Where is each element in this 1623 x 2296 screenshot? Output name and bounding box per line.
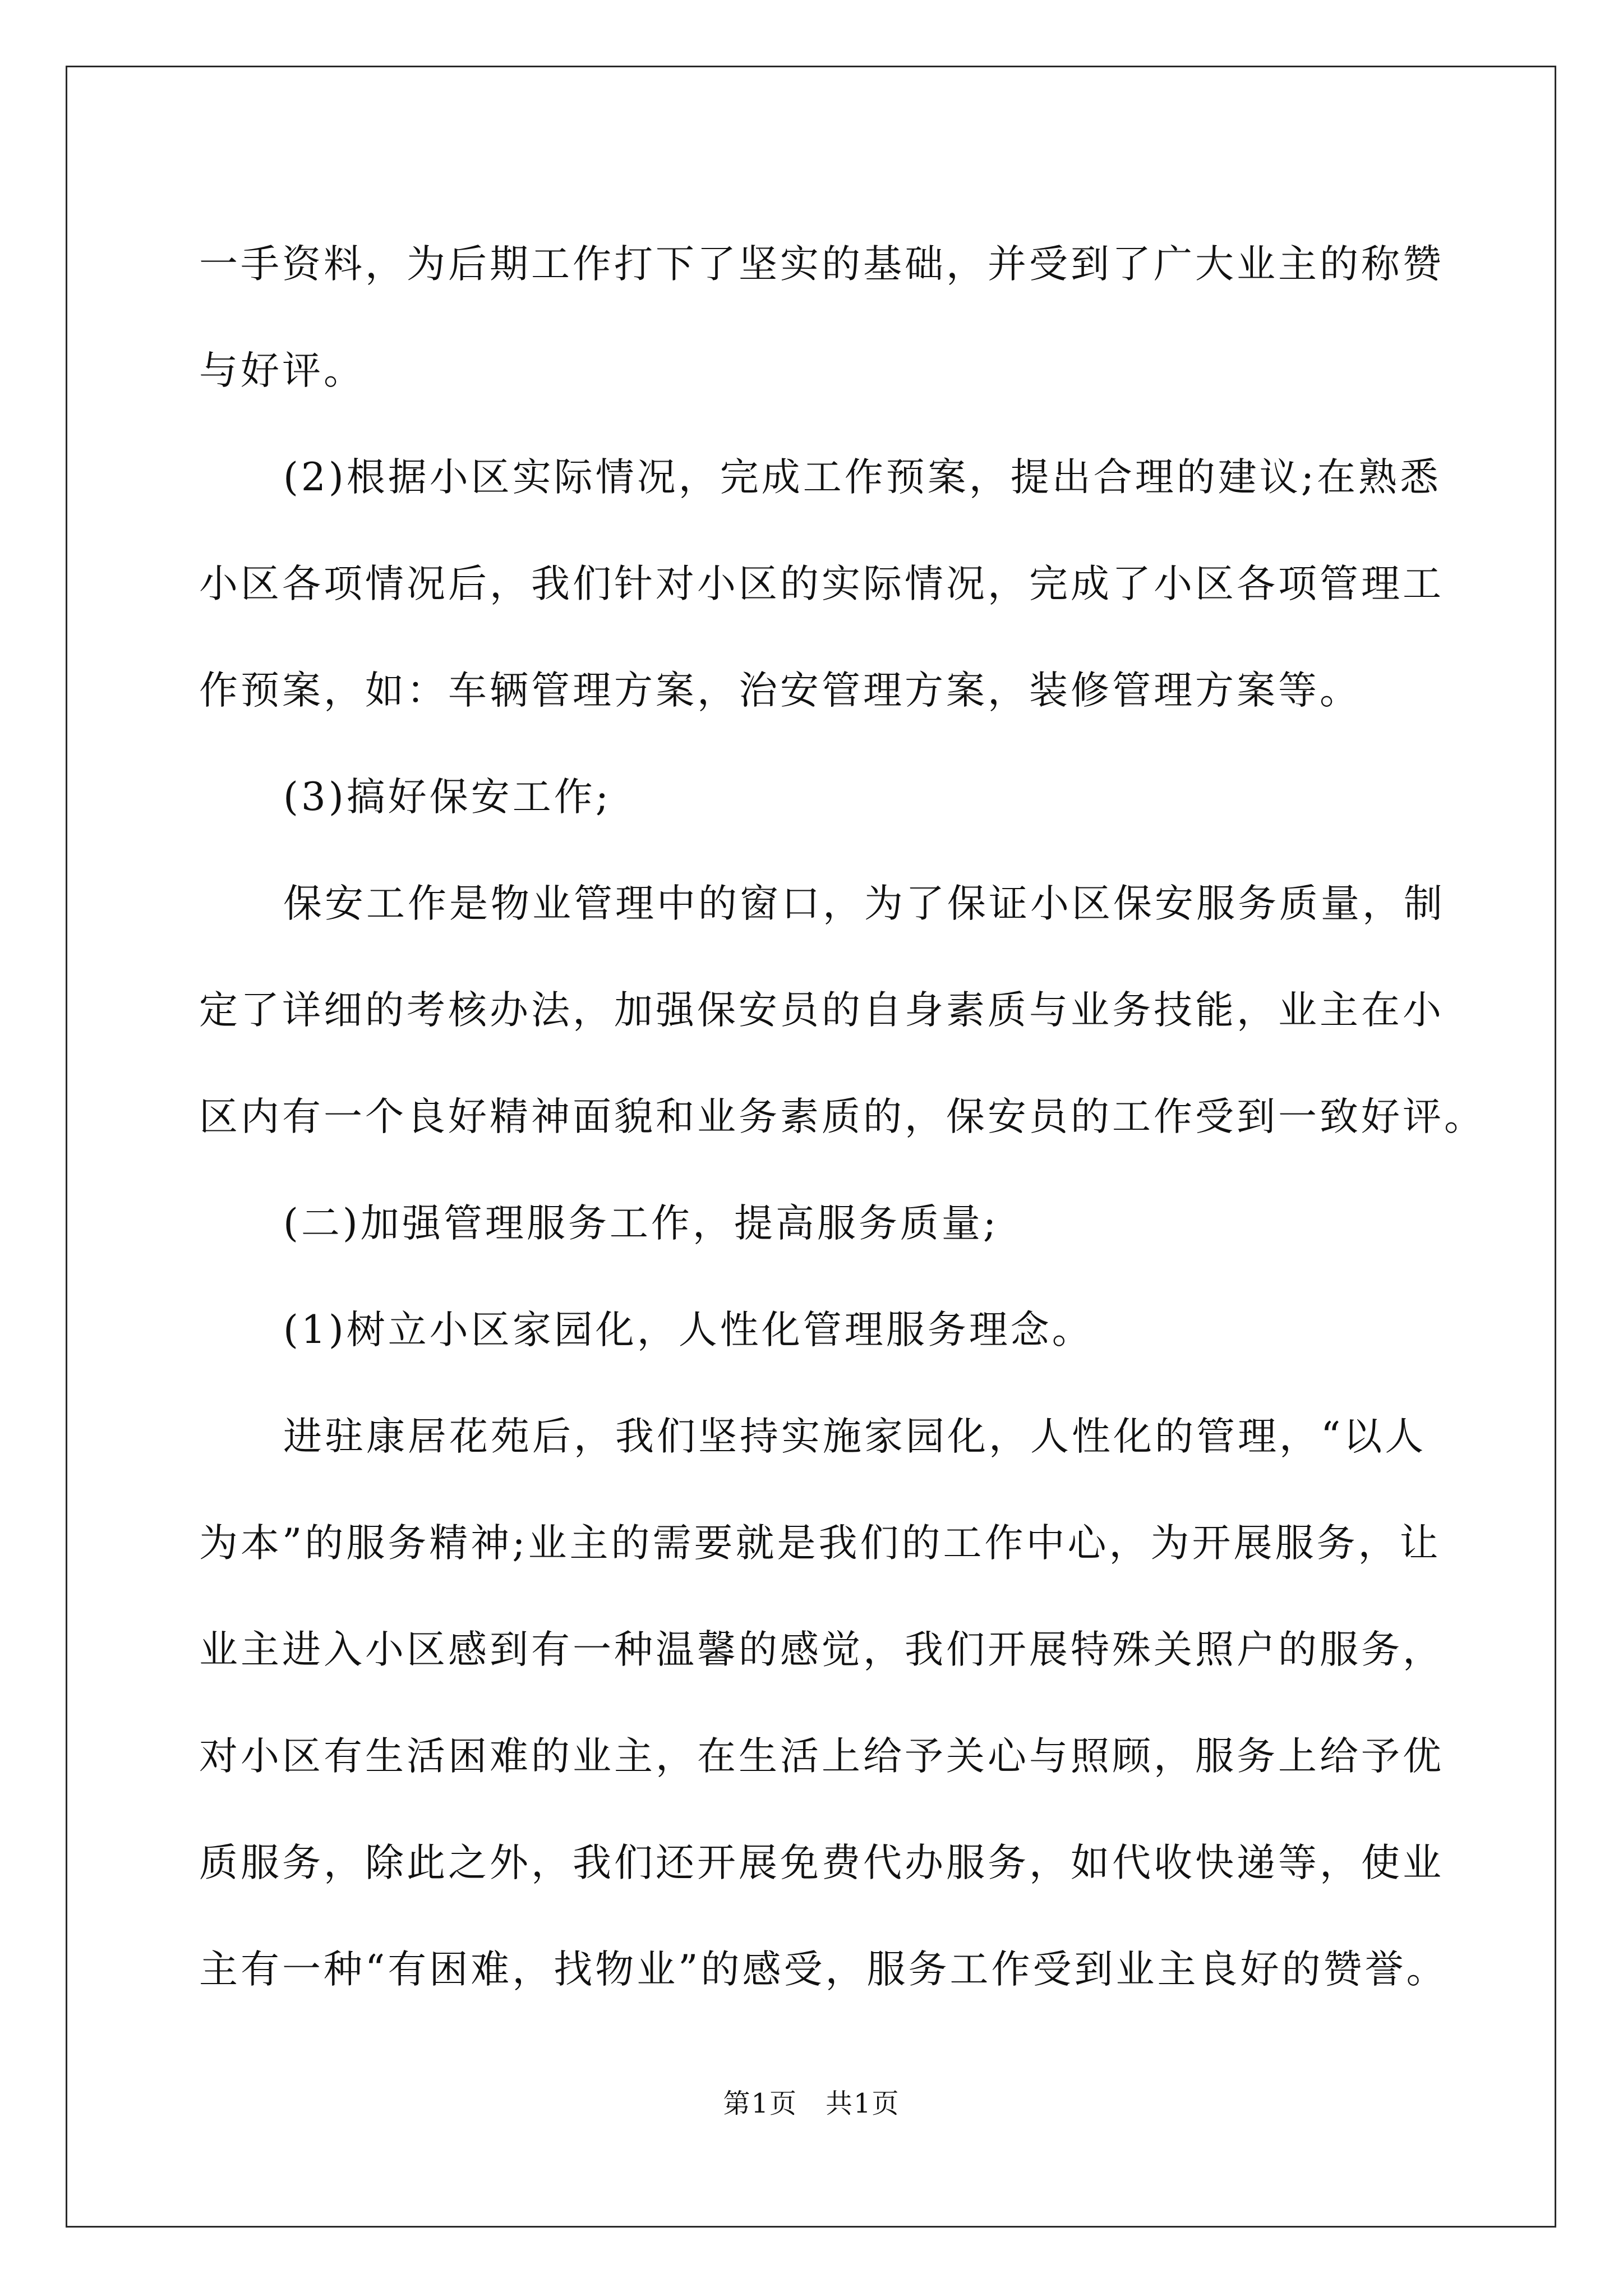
body-line: 小区各项情况后，我们针对小区的实际情况，完成了小区各项管理工 [199, 562, 1444, 606]
body-line: 主有一种“有困难，找物业”的感受，服务工作受到业主良好的赞誉。 [199, 1947, 1448, 1992]
body-line: 质服务，除此之外，我们还开展免费代办服务，如代收快递等，使业 [199, 1841, 1444, 1885]
body-line: 为本”的服务精神;业主的需要就是我们的工作中心，为开展服务，让 [199, 1521, 1441, 1566]
body-line: 进驻康居花苑后，我们坚持实施家园化，人性化的管理，“以人 [283, 1414, 1427, 1459]
page-number-current: 第1页 [723, 2088, 797, 2119]
page-number-total: 共1页 [826, 2088, 900, 2119]
document-body [199, 211, 1486, 2023]
body-line: (3)搞好保安工作; [283, 775, 611, 820]
body-line: 定了详细的考核办法，加强保安员的自身素质与业务技能，业主在小 [199, 988, 1444, 1033]
body-line: 保安工作是物业管理中的窗口，为了保证小区保安服务质量，制 [283, 881, 1445, 926]
body-line: 与好评。 [199, 348, 365, 393]
body-line: 业主进入小区感到有一种温馨的感觉，我们开展特殊关照户的服务， [199, 1627, 1444, 1672]
body-line: 作预案，如：车辆管理方案，治安管理方案，装修管理方案等。 [199, 668, 1361, 713]
page-footer [0, 2087, 1623, 2120]
body-line: 一手资料，为后期工作打下了坚实的基础，并受到了广大业主的称赞 [199, 242, 1444, 287]
body-line: (2)根据小区实际情况，完成工作预案，提出合理的建议;在熟悉 [283, 455, 1441, 500]
body-line: 对小区有生活困难的业主，在生活上给予关心与照顾，服务上给予优 [199, 1734, 1444, 1779]
body-line: 区内有一个良好精神面貌和业务素质的，保安员的工作受到一致好评。 [199, 1094, 1486, 1139]
body-line: (二)加强管理服务工作，提高服务质量; [283, 1201, 999, 1246]
body-line: (1)树立小区家园化，人性化管理服务理念。 [283, 1308, 1094, 1352]
